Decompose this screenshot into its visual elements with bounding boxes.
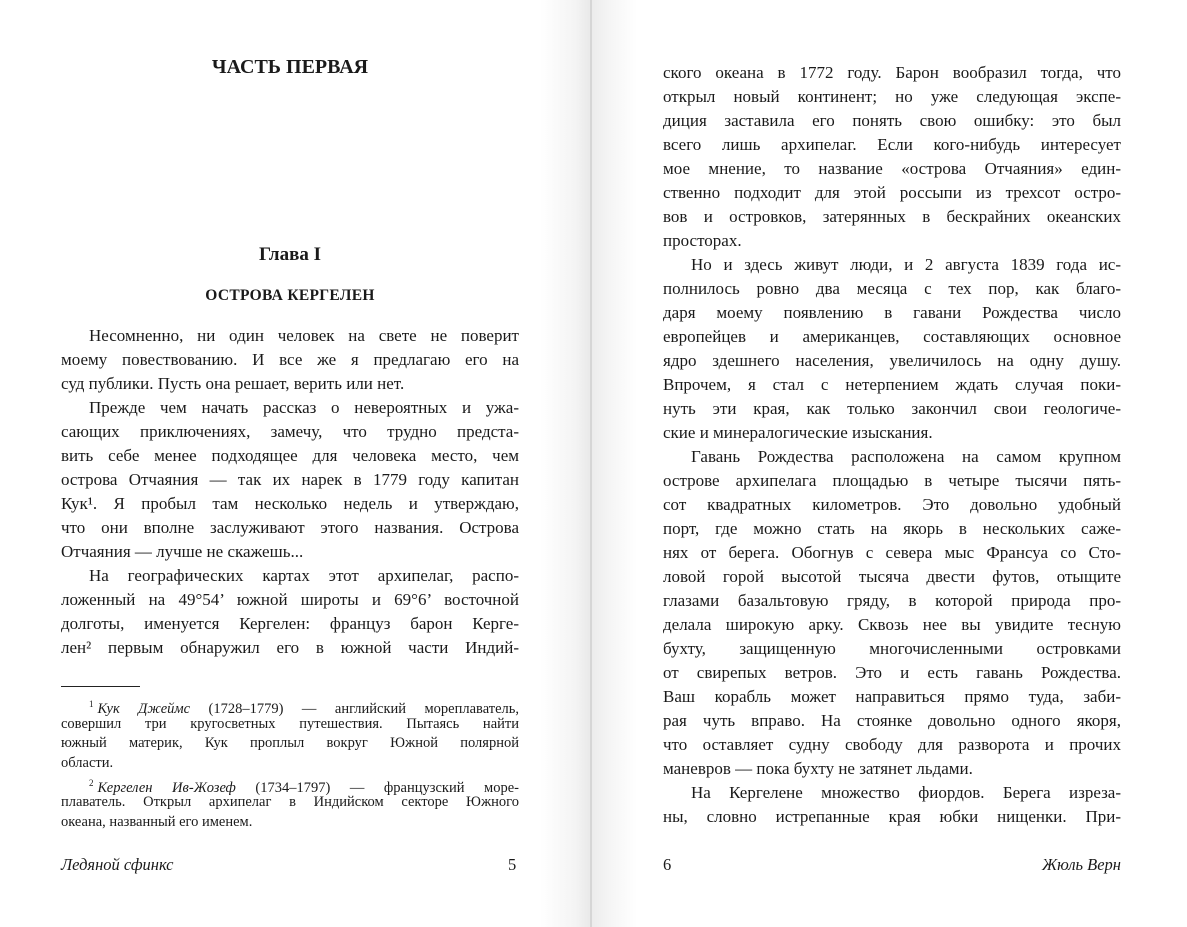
- text-line: На географических картах этот архипелаг, распо-: [89, 566, 519, 585]
- text-line: ны, словно истрепанные края юбки нищенки. При-: [663, 807, 1121, 826]
- page-number-right: 6: [663, 855, 672, 874]
- paragraph: [663, 253, 1121, 445]
- left-page-body: [61, 324, 519, 660]
- part-title: ЧАСТЬ ПЕРВАЯ: [211, 56, 369, 78]
- text-line: рая чуть вправо. На стоянке довольно одного якоря,: [663, 711, 1121, 730]
- footnote: [61, 695, 519, 774]
- text-line: глазами базальтовую гряду, в которой природа про-: [663, 591, 1121, 610]
- text-line: ложенный на 49°54’ южной широты и 69°6’ восточной: [61, 590, 519, 609]
- text-line: суд публики. Пусть она решает, верить или нет.: [61, 374, 405, 393]
- footnote-number: 2: [89, 777, 94, 788]
- footer-book-title: Ледяной сфинкс: [61, 855, 174, 874]
- paragraph: [61, 396, 519, 564]
- paragraph: [663, 61, 1121, 253]
- text-line: диция заставила его понять свою ошибку: это был: [663, 111, 1121, 130]
- text-line: ственно подходит для этой россыпи из трехсот остро-: [663, 183, 1121, 202]
- chapter-title: Глава I: [258, 244, 321, 265]
- text-line: сающих приключениях, замечу, что трудно предста-: [61, 422, 519, 441]
- text-line: ядро здешнего населения, увеличилось на одну душу.: [663, 351, 1121, 370]
- text-line: полнилось ровно два месяца с тех пор, как благо-: [663, 279, 1121, 298]
- text-line: Кук¹. Я пробыл там несколько недель и утверждаю,: [61, 494, 519, 513]
- text-line: маневров — пока бухту не затянет льдами.: [663, 759, 973, 778]
- text-line: порт, где можно стать на якорь в нескольких саже-: [663, 519, 1121, 538]
- footnote-line: области.: [61, 755, 114, 772]
- text-line: ские и минералогические изыскания.: [663, 423, 933, 442]
- text-line: всего лишь архипелаг. Если кого-нибудь интересует: [663, 135, 1121, 154]
- text-line: делала широкую арку. Сквозь нее вы увидите тесную: [663, 615, 1121, 634]
- footnote-line: совершил три кругосветных путешествия. Пытаясь найти: [61, 715, 519, 732]
- text-line: вов и островков, затерянных в бескрайних океанских: [663, 207, 1121, 226]
- footnote-line: [61, 774, 519, 794]
- page-number-left: 5: [508, 855, 517, 874]
- footnote-line: южный материк, Кук проплыл вокруг Южной полярной: [61, 735, 519, 752]
- text-line: острове архипелага площадью в четыре тысячи пять-: [663, 471, 1121, 490]
- footnote-divider: [61, 686, 140, 687]
- text-line: от свирепых ветров. Это и есть гавань Рождества.: [663, 663, 1121, 682]
- text-line: Но и здесь живут люди, и 2 августа 1839 года ис-: [691, 255, 1121, 274]
- paragraph: [61, 564, 519, 660]
- footnote-text: (1734–1797) — французский море-: [235, 779, 519, 796]
- footnote-line: океана, названный его именем.: [61, 814, 253, 831]
- footnote-line: [61, 695, 519, 715]
- text-line: Прежде чем начать рассказ о невероятных и ужа-: [89, 398, 519, 417]
- text-line: Впрочем, я стал с нетерпением ждать случая поки-: [663, 375, 1121, 394]
- text-line: ловой горой высотой тысяча двести футов, отыщите: [663, 567, 1121, 586]
- book-gutter: [590, 0, 592, 927]
- text-line: европейцев и американцев, составляющих основное: [663, 327, 1121, 346]
- footnote-text: (1728–1779) — английский мореплаватель,: [190, 700, 520, 717]
- footnote-name: Кук Джеймс: [97, 700, 191, 717]
- right-page-body: [663, 61, 1121, 829]
- paragraph: [663, 781, 1121, 829]
- footnote: [61, 774, 519, 833]
- text-line: нях от берега. Обогнув с севера мыс Франсуа со Сто-: [663, 543, 1121, 562]
- paragraph: [61, 324, 519, 396]
- text-line: моему повествованию. И все же я предлагаю его на: [61, 350, 519, 369]
- text-line: На Кергелене множество фиордов. Берега изреза-: [691, 783, 1121, 802]
- text-line: лен² первым обнаружил его в южной части Индий-: [61, 638, 519, 657]
- footnotes: [61, 695, 519, 833]
- text-line: Ваш корабль может направиться прямо туда, заби-: [663, 687, 1121, 706]
- footnote-name: Кергелен Ив-Жозеф: [97, 779, 236, 796]
- text-line: нуть эти края, как только закончил свои геологиче-: [663, 399, 1121, 418]
- text-line: острова Отчаяния — так их нарек в 1779 году капитан: [61, 470, 519, 489]
- text-line: бухту, защищенную многочисленными островками: [663, 639, 1121, 658]
- footer-author: Жюль Верн: [1041, 855, 1121, 874]
- text-line: что они вполне заслуживают этого названия. Острова: [61, 518, 519, 537]
- chapter-subtitle: ОСТРОВА КЕРГЕЛЕН: [205, 287, 375, 304]
- footnote-number: 1: [89, 699, 94, 709]
- text-line: просторах.: [663, 231, 742, 250]
- text-line: долготы, именуется Кергелен: француз барон Керге-: [61, 614, 519, 633]
- text-line: мое мнение, то название «острова Отчаяния» един-: [663, 159, 1121, 178]
- text-line: открыл новый континент; но уже следующая экспе-: [663, 87, 1121, 106]
- text-line: Несомненно, ни один человек на свете не поверит: [89, 326, 519, 345]
- text-line: сот квадратных километров. Это довольно удобный: [663, 495, 1121, 514]
- text-line: вить себе менее подходящее для человека место, чем: [61, 446, 519, 465]
- text-line: что оставляет судну свободу для разворота и прочих: [663, 735, 1121, 754]
- text-line: Гавань Рождества расположена на самом крупном: [691, 447, 1121, 466]
- paragraph: [663, 445, 1121, 781]
- text-line: Отчаяния — лучше не скажешь...: [61, 542, 304, 561]
- text-line: даря моему появлению в гавани Рождества число: [663, 303, 1121, 322]
- text-line: ского океана в 1772 году. Барон вообразил тогда, что: [663, 63, 1121, 82]
- footnote-line: плаватель. Открыл архипелаг в Индийском секторе Южного: [61, 794, 519, 811]
